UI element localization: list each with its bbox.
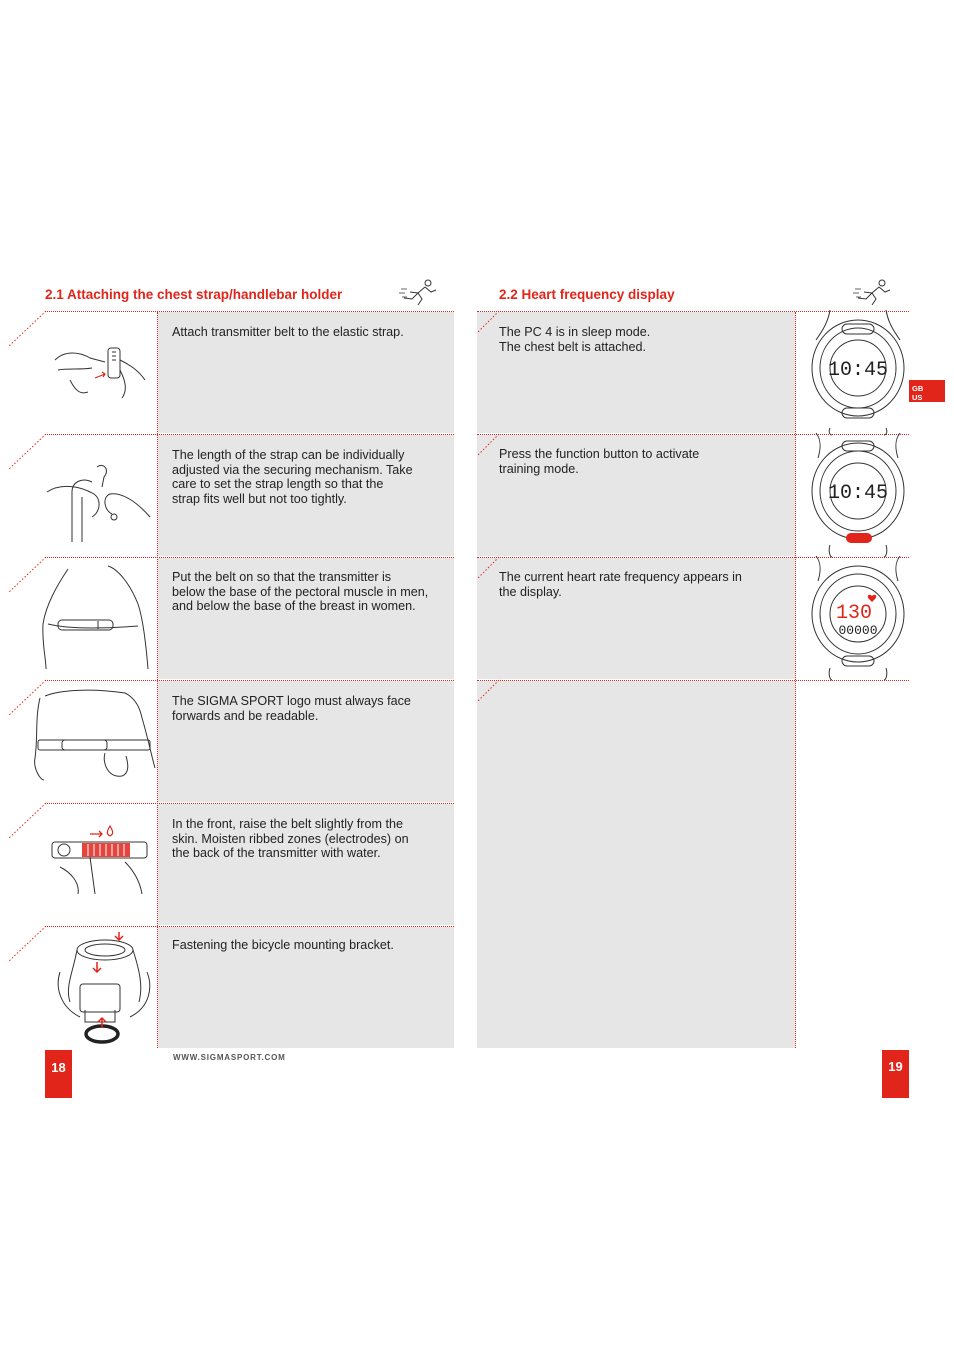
- left-step-1-text: Attach transmitter belt to the elastic strap.: [172, 325, 404, 339]
- language-tab: [909, 380, 945, 402]
- left-page-number: 18: [45, 1050, 72, 1098]
- watch-heart-rate-illustration: [808, 556, 908, 681]
- left-step-6-text: Fastening the bicycle mounting bracket.: [172, 938, 394, 952]
- runner-icon: [398, 278, 440, 306]
- front-belt-illustration: [30, 688, 155, 783]
- language-tab-us: US: [912, 393, 923, 402]
- bike-bracket-illustration: [55, 932, 155, 1047]
- language-tab-gb: GB: [912, 384, 924, 393]
- right-page-number: 19: [882, 1050, 909, 1098]
- left-step-3-text: Put the belt on so that the transmitter is below the base of the pectoral muscle in men, and below the base of the breast in women.: [172, 570, 429, 613]
- strap-adjust-illustration: [42, 462, 152, 547]
- left-step-2-text: The length of the strap can be individually adjusted via the securing mechanism. Take care to set the strap length so that the strap fits well but not too tightly.: [172, 448, 413, 506]
- footer-url: WWW.SIGMASPORT.COM: [173, 1053, 286, 1062]
- torso-belt-illustration: [38, 564, 158, 672]
- watch-3-heart-rate: 130: [835, 602, 873, 625]
- strap-attach-illustration: [50, 340, 150, 400]
- left-step-5-text: In the front, raise the belt slightly from the skin. Moisten ribbed zones (electrodes) on the back of the transmitter with water.: [172, 817, 409, 860]
- watch-sleep-mode-illustration: [808, 310, 908, 435]
- right-empty-panel: [477, 681, 795, 1048]
- left-section-title: 2.1 Attaching the chest strap/handlebar holder: [45, 287, 343, 302]
- heart-icon: [868, 595, 876, 602]
- right-step-1-text: The PC 4 is in sleep mode. The chest belt is attached.: [499, 325, 651, 354]
- watch-3-subdisplay: 00000: [838, 623, 878, 638]
- runner-icon: [852, 278, 894, 306]
- watch-function-button-illustration: [808, 433, 908, 558]
- moisten-electrodes-illustration: [50, 822, 150, 897]
- watch-1-display: 10:45: [827, 359, 889, 382]
- right-section-title: 2.2 Heart frequency display: [499, 287, 675, 302]
- right-step-2-text: Press the function button to activate training mode.: [499, 447, 700, 476]
- left-step-4-text: The SIGMA SPORT logo must always face forwards and be readable.: [172, 694, 411, 723]
- right-step-3-text: The current heart rate frequency appears in the display.: [499, 570, 742, 599]
- watch-2-display: 10:45: [827, 482, 889, 505]
